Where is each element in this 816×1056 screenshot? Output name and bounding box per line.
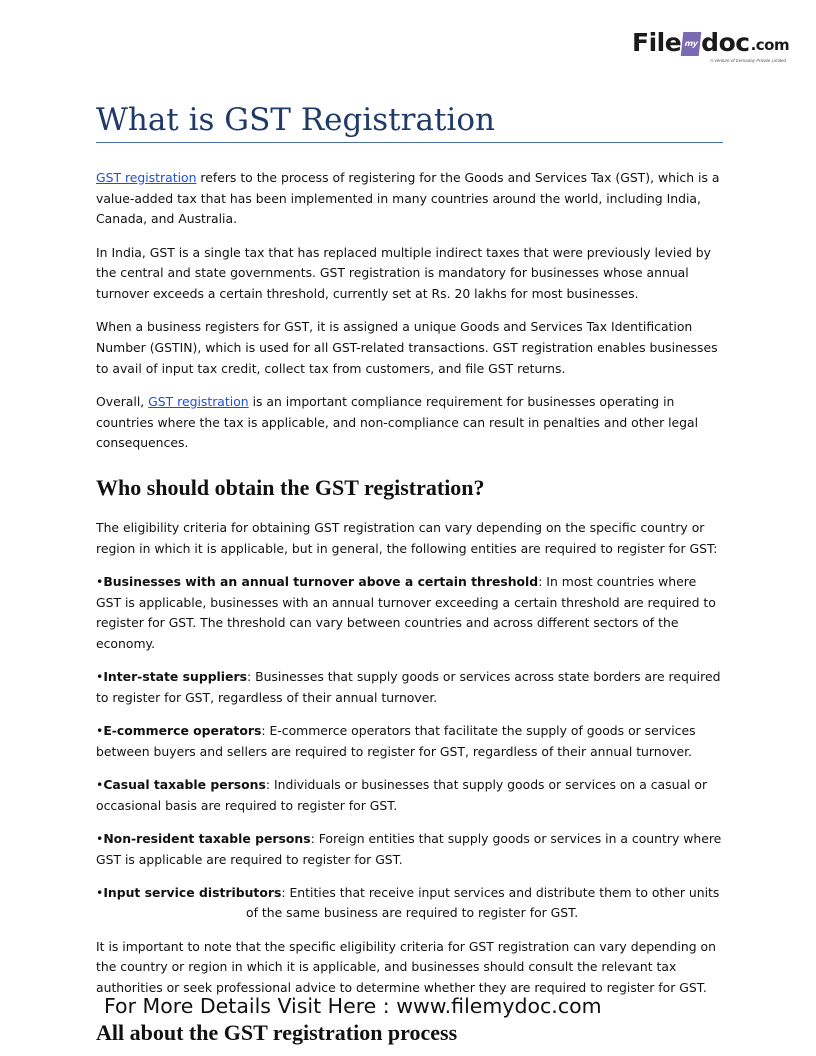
list-item-desc: : Individuals or businesses that supply goods or services on a casual or occasional basis are required to register for GST. [96, 776, 708, 813]
list-item-term: Inter-state suppliers [103, 669, 247, 685]
logo-brand-com: .com [750, 36, 790, 54]
document-body [96, 168, 724, 1047]
page-title: What is GST Registration [96, 102, 495, 138]
gst-registration-link-2[interactable]: GST registration [148, 393, 249, 409]
title-underline [96, 142, 723, 143]
list-item-desc: : Businesses that supply goods or services across state borders are required to register for GST, regardless of their annual turnover. [96, 669, 721, 705]
filemydoc-logo [632, 30, 792, 70]
gst-registration-link[interactable]: GST registration [96, 170, 197, 185]
intro-paragraph-3: When a business registers for GST, it is assigned a unique Goods and Services Tax Identification Number (GSTIN), which is used for all GST-related transactions. GST registration enables businesses to avail of input tax credit, collect tax from customers, and file GST returns. [96, 319, 718, 376]
intro-paragraph-2: In India, GST is a single tax that has replaced multiple indirect taxes that were previously levied by the central and state governments. GST registration is mandatory for businesses whose annual turnover exceeds a certain threshold, currently set at Rs. 20 lakhs for most businesses. [96, 244, 711, 302]
list-item-desc: : Foreign entities that supply goods or services in a country where GST is applicable are required to register for GST. [96, 830, 722, 867]
list-item-desc-continued: of the same business are required to register for GST. [246, 905, 579, 921]
logo-tagline: A Venture of Eemaday Private Limited [710, 58, 786, 63]
list-item-term: Businesses with an annual turnover above a certain threshold [103, 573, 539, 589]
list-item: •E-commerce operators: E-commerce operators that facilitate the supply of goods or services between buyers and sellers are required to register for GST, regardless of their annual turnover. [96, 723, 696, 759]
list-item-desc: : In most countries where GST is applicable, businesses with an annual turnover exceeding a certain threshold are required to register for GST. The threshold can vary between countries and across different sectors of the economy. [96, 573, 716, 651]
list-item-term: E-commerce operators [103, 723, 262, 739]
section-heading-who: Who should obtain the GST registration? [96, 474, 485, 500]
section1-closing: It is important to note that the specific eligibility criteria for GST registration can vary depending on the country or region in which it is applicable, and businesses should consult the relevant tax authorities or seek professional advice to determine whether they are required to register for GST. [96, 938, 716, 996]
list-item: •Input service distributors: Entities that receive input services and distribute them to other units of the same business are required to register for GST. [96, 883, 724, 924]
intro-p4-text: is an important compliance requirement for businesses operating in countries where the tax is applicable, and non-compliance can result in penalties and other legal consequences. [96, 393, 699, 451]
logo-brand-a: File [632, 28, 682, 57]
section1-lead: The eligibility criteria for obtaining GST registration can vary depending on the specific country or region in which it is applicable, but in general, the following entities are required to register for GST: [96, 519, 718, 556]
list-item: •Businesses with an annual turnover above a certain threshold: In most countries where GST is applicable, businesses with an annual turnover exceeding a certain threshold are required to register for GST. The threshold can vary between countries and across different sectors of the economy. [96, 573, 716, 651]
list-item-desc: : E-commerce operators that facilitate the supply of goods or services between buyers and sellers are required to register for GST, regardless of their annual turnover. [96, 723, 696, 759]
intro-p1-text: refers to the process of registering for the Goods and Services Tax (GST), which is a value-added tax that has been implemented in many countries around the world, including India, Canada, and Australia. [96, 170, 720, 227]
list-item: •Casual taxable persons: Individuals or businesses that supply goods or services on a casual or occasional basis are required to register for GST. [96, 776, 708, 813]
logo-brand-b: doc [701, 28, 750, 57]
list-item-term: Casual taxable persons [103, 776, 266, 792]
list-item-desc: : Entities that receive input services and distribute them to other units [281, 884, 720, 900]
footer-visit-link[interactable]: For More Details Visit Here : www.filemydoc.com [104, 994, 602, 1018]
section-heading-process: All about the GST registration process [96, 1019, 458, 1045]
intro-paragraph-4 [96, 392, 724, 454]
list-item-term: Non-resident taxable persons [103, 830, 311, 846]
list-item-term: Input service distributors [103, 884, 282, 900]
eligibility-list [96, 572, 724, 924]
intro-paragraph-1 [96, 168, 724, 230]
list-item: •Non-resident taxable persons: Foreign entities that supply goods or services in a country where GST is applicable are required to register for GST. [96, 830, 722, 867]
logo-brand-box: my [681, 32, 702, 56]
list-item: •Inter-state suppliers: Businesses that supply goods or services across state borders are required to register for GST, regardless of their annual turnover. [96, 669, 721, 705]
intro-p4-pre: Overall, [96, 393, 149, 409]
